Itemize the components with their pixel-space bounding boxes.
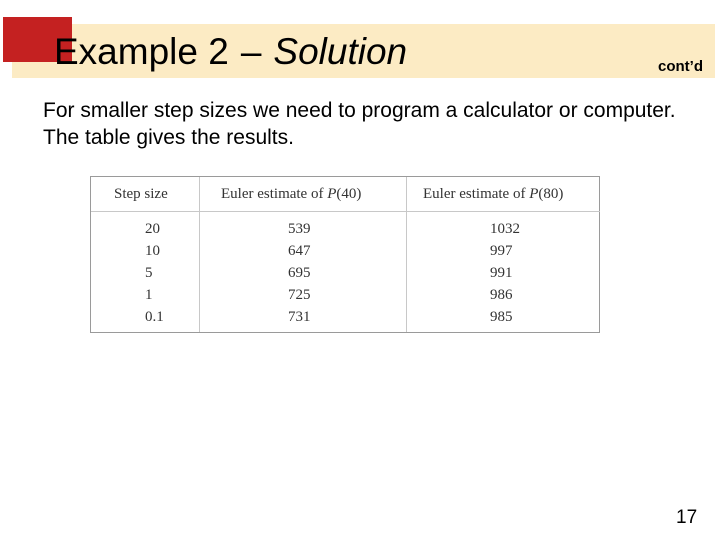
header-step-size: Step size (91, 177, 199, 212)
table-cell-step (91, 218, 163, 240)
cell-step-3: 1 (145, 287, 153, 303)
cell-p40-3: 725 (288, 287, 311, 303)
header-p40 (200, 177, 406, 212)
header-p80-suffix: (80) (538, 186, 564, 202)
page-number: 17 (676, 507, 698, 528)
cell-step-1: 10 (145, 243, 160, 259)
slide-title (54, 29, 407, 75)
step-size-column (91, 177, 199, 332)
table-cell-step (91, 240, 163, 262)
cell-step-2: 5 (145, 265, 153, 281)
cell-p80-4: 985 (490, 309, 513, 325)
table-cell-step (91, 262, 163, 284)
cell-p80-0: 1032 (490, 221, 520, 237)
title-dash: – (240, 31, 262, 72)
cell-step-0: 20 (145, 221, 160, 237)
title-italic: Solution (273, 31, 408, 72)
p40-cells (200, 212, 406, 328)
body-paragraph: For smaller step sizes we need to program a calculator or computer. The table gives the results. (43, 99, 676, 149)
p80-column (406, 177, 600, 332)
header-p40-var: P (327, 186, 337, 202)
continued-label: cont’d (658, 58, 703, 75)
cell-p80-2: 991 (490, 265, 513, 281)
header-p80 (406, 177, 600, 212)
cell-p80-3: 986 (490, 287, 513, 303)
cell-p40-4: 731 (288, 309, 311, 325)
p40-column (199, 177, 407, 332)
title-main: Example 2 (54, 31, 229, 72)
cell-step-4: 0.1 (145, 309, 164, 325)
header-p80-prefix: Euler estimate of (423, 186, 530, 202)
header-p40-prefix: Euler estimate of (221, 186, 328, 202)
header-p40-suffix: (40) (336, 186, 362, 202)
header-p80-var: P (529, 186, 539, 202)
cell-p40-0: 539 (288, 221, 311, 237)
table-cell-step (91, 306, 163, 328)
step-size-cells (91, 212, 199, 328)
p80-cells (406, 212, 600, 328)
cell-p40-1: 647 (288, 243, 311, 259)
cell-p40-2: 695 (288, 265, 311, 281)
cell-p80-1: 997 (490, 243, 513, 259)
table-cell-step (91, 284, 163, 306)
results-table (90, 176, 600, 333)
